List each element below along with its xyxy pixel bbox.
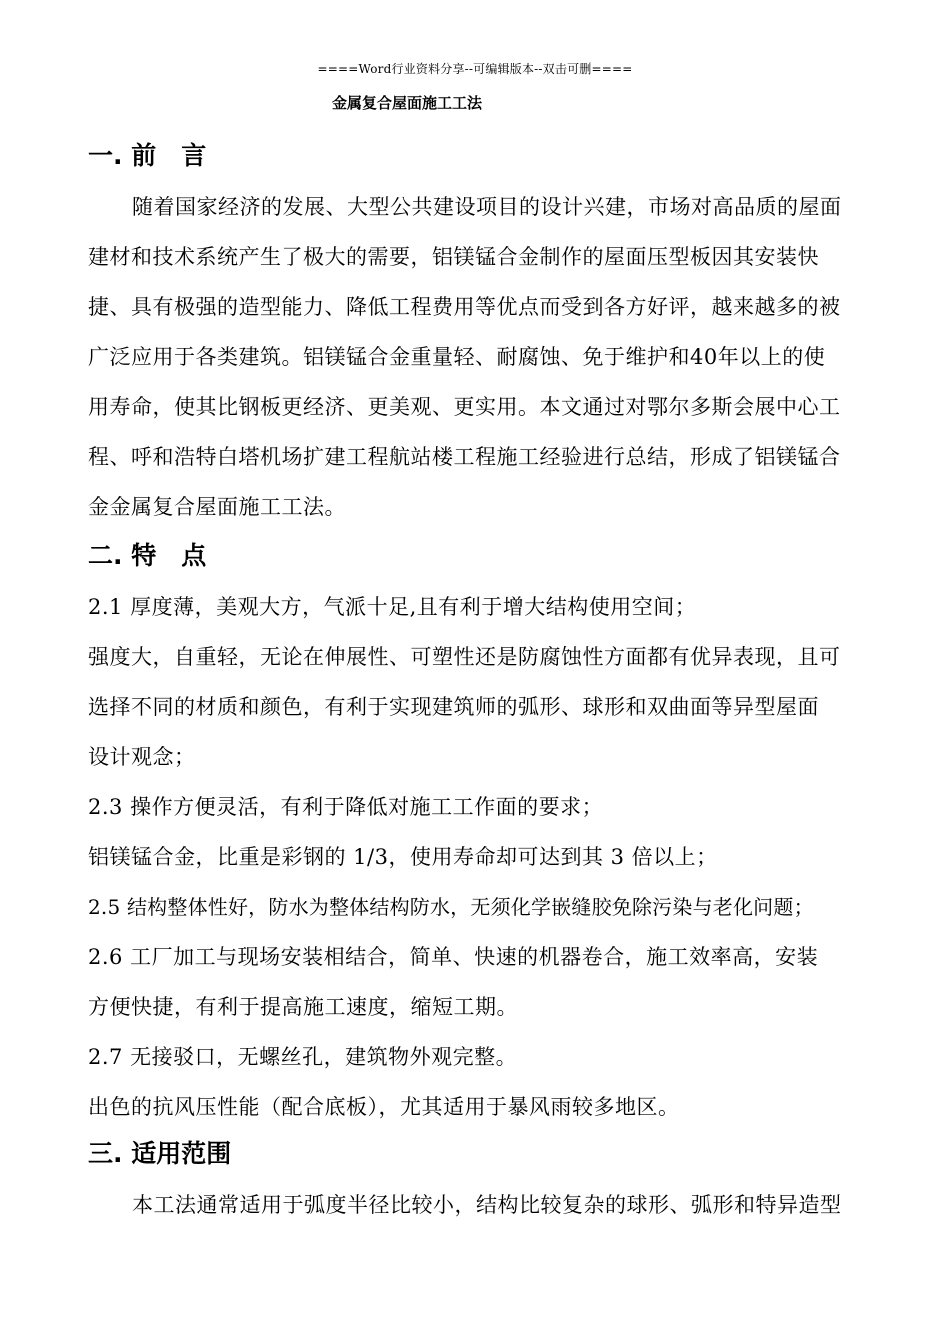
feature-item: 2.7 无接驳口，无螺丝孔，建筑物外观完整。 bbox=[88, 1045, 518, 1069]
paragraph-line: 出色的抗风压性能（配合底板），尤其适用于暴风雨较多地区。 bbox=[88, 1095, 680, 1119]
section-heading-preface: 一. 前 言 bbox=[88, 141, 207, 170]
section-heading-features: 二. 特 点 bbox=[88, 541, 207, 570]
feature-item: 2.6 工厂加工与现场安装相结合，简单、快速的机器卷合，施工效率高，安装 bbox=[88, 945, 819, 969]
paragraph-line: 随着国家经济的发展、大型公共建设项目的设计兴建，市场对高品质的屋面 bbox=[132, 195, 842, 219]
paragraph-line: 程、呼和浩特白塔机场扩建工程航站楼工程施工经验进行总结，形成了铝镁锰合 bbox=[88, 445, 841, 469]
paragraph-line: 本工法通常适用于弧度半径比较小，结构比较复杂的球形、弧形和特异造型 bbox=[132, 1193, 842, 1217]
feature-item: 2.1 厚度薄，美观大方，气派十足,且有利于增大结构使用空间； bbox=[88, 595, 697, 619]
paragraph-line: 金金属复合屋面施工工法。 bbox=[88, 495, 346, 519]
header-note: ====Word行业资料分享--可编辑版本--双击可删==== bbox=[317, 62, 633, 76]
paragraph-line: 选择不同的材质和颜色，有利于实现建筑师的弧形、球形和双曲面等异型屋面 bbox=[88, 695, 819, 719]
paragraph-line: 用寿命，使其比钢板更经济、更美观、更实用。本文通过对鄂尔多斯会展中心工 bbox=[88, 395, 841, 419]
section-heading-scope: 三. 适用范围 bbox=[88, 1139, 232, 1168]
paragraph-line: 捷、具有极强的造型能力、降低工程费用等优点而受到各方好评，越来越多的被 bbox=[88, 295, 841, 319]
paragraph-line: 广泛应用于各类建筑。铝镁锰合金重量轻、耐腐蚀、免于维护和40年以上的使 bbox=[88, 345, 826, 369]
feature-item: 2.3 操作方便灵活，有利于降低对施工工作面的要求； bbox=[88, 795, 604, 819]
feature-item: 2.5 结构整体性好，防水为整体结构防水，无须化学嵌缝胶免除污染与老化问题； bbox=[88, 895, 814, 919]
document-title: 金属复合屋面施工工法 bbox=[332, 94, 483, 112]
paragraph-line: 建材和技术系统产生了极大的需要，铝镁锰合金制作的屋面压型板因其安装快 bbox=[88, 245, 819, 269]
paragraph-line: 铝镁锰合金，比重是彩钢的 1/3，使用寿命却可达到其 3 倍以上； bbox=[88, 845, 718, 869]
paragraph-line: 强度大，自重轻，无论在伸展性、可塑性还是防腐蚀性方面都有优异表现，且可 bbox=[88, 645, 841, 669]
paragraph-line: 设计观念； bbox=[88, 745, 196, 769]
paragraph-line: 方便快捷，有利于提高施工速度，缩短工期。 bbox=[88, 995, 518, 1019]
